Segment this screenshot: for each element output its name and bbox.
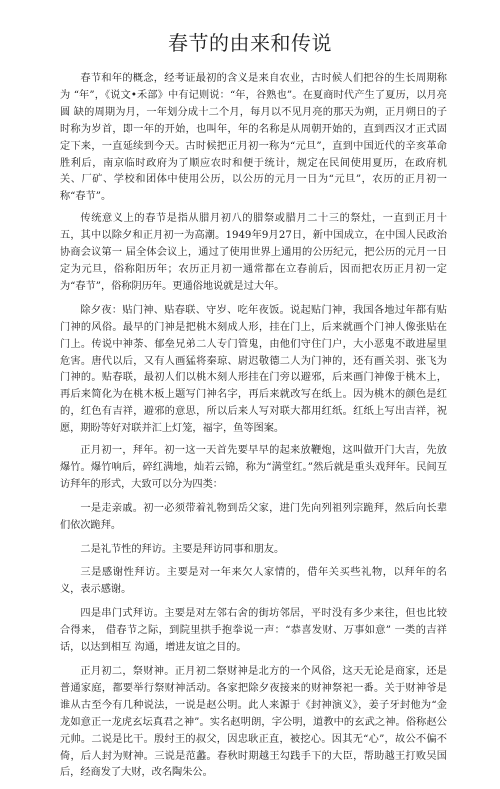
paragraph-origin-of-nian: 春节和年的概念，经考证最初的含义是来自农业，古时候人们把谷的生长周期称为 “年”，《说文•禾部》中有记则说：“年，谷熟也”。在夏商时代产生了夏历，以月亮圆 缺的周期为月，一年划分成十二个月，每月以不见月亮的那天为朔，正月朔日的子时称为岁首，即一年的开始，也叫年，年的名称是从周朝开始的，直到西汉才正式固定下来，一直延续到今天。古时候把正月初一称为“元旦”，直到中国近代的辛亥革命胜利后，南京临时政府为了顺应农时和便于统计，规定在民间使用夏历，在政府机关、厂矿、学校和团体中使用公历，以公历的元月一日为“元旦”，农历的正月初一称“春节”。 xyxy=(60,73,447,203)
paragraph-neighbor-visit: 四是串门式拜访。主要是对左邻右舍的街坊邻居，平时没有多少来往，但也比较合得来， 借春节之际，到院里拱手抱拳说一声：“恭喜发财、万事如意” 一类的吉祥话，以达到相互 沟通，增进友谊之目的。 xyxy=(60,608,447,654)
paragraph-courtesy-visit: 二是礼节性的拜访。主要是拜访同事和朋友。 xyxy=(80,543,285,555)
paragraph-traditional-meaning: 传统意义上的春节是指从腊月初八的腊祭或腊月二十三的祭灶，一直到正月十五，其中以除夕和正月初一为高潮。1949年9月27日，新中国成立，在中国人民政治协商会议第一 届全体会议上，通过了使用世界上通用的公历纪元，把公历的元月一日定为元旦，俗称阳历年；农历正月初一通常都在立春前后，因而把农历正月初一定为“春节”，俗称阴历年。更通俗地说就是过大年。 xyxy=(60,213,447,292)
paragraph-new-years-eve: 除夕夜：贴门神、贴春联、守岁、吃年夜饭。说起贴门神，我国各地过年都有贴门神的风俗。最早的门神是把桃木刻成人形，挂在门上，后来就画个门神人像张贴在门上。传说中神荼、郁垒兄弟二人专门管鬼，由他们守住门户，大小恶鬼不敢进屋里危害。唐代以后，又有人画猛将秦琼、尉迟敬德二人为门神的，还有画关羽、张飞为门神的。贴春联，最初人们以桃木刻人形挂在门旁以避邪，后来画门神像于桃木上，再后来简化为在桃木板上题写门神名字，再后来就改写在纸上。因为桃木的颜色是红的，红色有吉祥，避邪的意思，所以后来人写对联大都用红纸。红纸上写出吉祥，祝愿，期盼等好对联并汇上灯笼，福字，鱼等图案。 xyxy=(60,304,447,435)
paragraph-visit-relatives: 一是走亲戚。初一必须带着礼物到岳父家，进门先向列祖列宗跪拜，然后向长辈们依次跪拜。 xyxy=(60,502,447,531)
paragraph-second-day: 正月初二，祭财神。正月初二祭财神是北方的一个风俗，这天无论是商家，还是普通家庭，都要举行祭财神活动。各家把除夕夜接来的财神祭祀一番。关于财神爷是谁从古至今有几种说法，一说是赵公明。此人来源于《封神演义》，姜子牙封他为“金龙如意正一龙虎玄坛真君之神”。实名赵明朗，字公明，道教中的玄武之神。俗称赵公元帅。二说是比干。殷纣王的叔父，因忠耿正直，被挖心。因其无“心”，故公不偏不倚，后人封为财神。三说是范蠡。春秋时期越王勾践手下的大臣，帮助越王打败吴国后，经商发了大财，改名陶朱公。 xyxy=(60,666,447,779)
page-title: 春节的由来和传说 xyxy=(168,31,332,55)
paragraph-first-day: 正月初一，拜年。初一这一天首先要早早的起来放鞭炮，这叫做开门大吉，先放爆竹。爆竹响后，碎红满地，灿若云锦，称为“满堂红。”然后就是重头戏拜年。民间互访拜年的形式，大致可以分为四类： xyxy=(60,445,447,490)
paragraph-thanks-visit: 三是感谢性拜访。主要是对一年来欠人家情的，借年关买些礼物，以拜年的名义，表示感谢。 xyxy=(60,567,447,596)
document-body xyxy=(60,71,447,789)
